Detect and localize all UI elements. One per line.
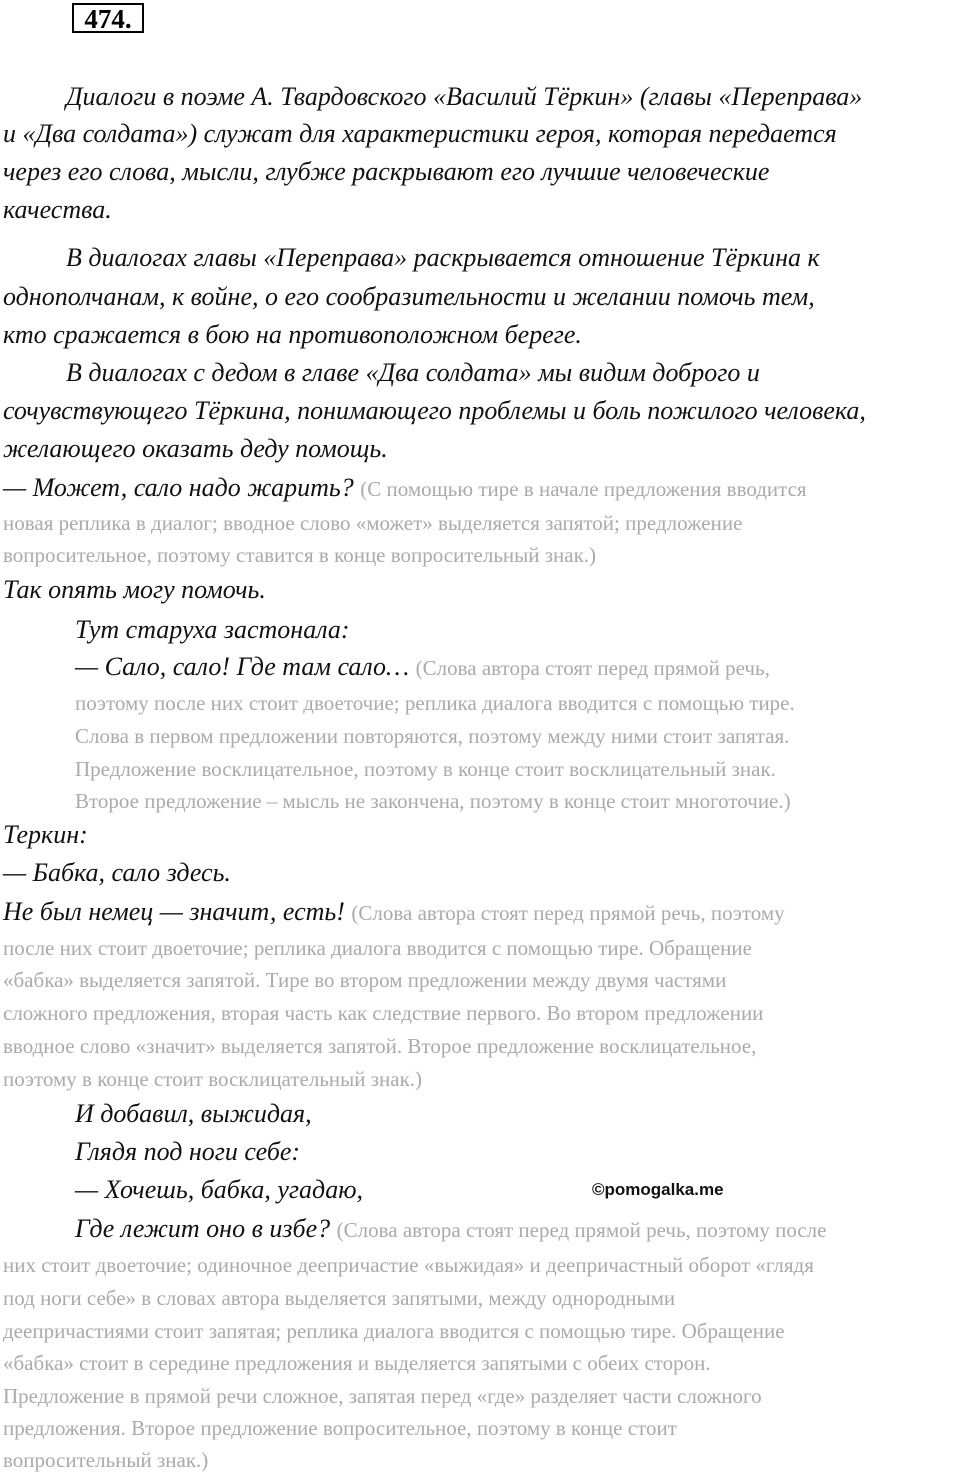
grammar-note-line: после них стоит двоеточие; реплика диалога вводится с помощью тире. Обращение <box>3 936 752 960</box>
grammar-note-line: поэтому после них стоит двоеточие; реплика диалога вводится с помощью тире. <box>75 691 795 715</box>
paragraph-2-line: кто сражается в бою на противоположном береге. <box>3 320 582 349</box>
grammar-note-line: вопросительный знак.) <box>3 1448 209 1472</box>
grammar-note-line: вводное слово «значит» выделяется запятой. Второе предложение восклицательное, <box>3 1034 757 1058</box>
grammar-note-line: них стоит двоеточие; одиночное деепричастие «выжидая» и деепричастный оборот «глядя <box>3 1253 814 1277</box>
grammar-note-line: «бабка» выделяется запятой. Тире во втором предложении между двумя частями <box>3 968 727 992</box>
grammar-note-line: предложения. Второе предложение вопросительное, поэтому в конце стоит <box>3 1416 677 1440</box>
verse-text: — Сало, сало! Где там сало… <box>75 652 410 681</box>
watermark: ©pomogalka.me <box>592 1180 724 1199</box>
paragraph-1-line: качества. <box>3 195 112 224</box>
grammar-note-line: Слова в первом предложении повторяются, поэтому между ними стоит запятая. <box>75 724 790 748</box>
grammar-note-line: Предложение восклицательное, поэтому в конце стоит восклицательный знак. <box>75 757 776 781</box>
verse-line: И добавил, выжидая, <box>75 1099 312 1128</box>
grammar-note-line: поэтому в конце стоит восклицательный знак.) <box>3 1067 423 1091</box>
grammar-note-line: вопросительное, поэтому ставится в конце вопросительный знак.) <box>3 543 597 567</box>
grammar-note-line: новая реплика в диалог; вводное слово «может» выделяется запятой; предложение <box>3 511 743 535</box>
grammar-note: (Слова автора стоят перед прямой речь, <box>415 656 770 680</box>
verse-text: — Может, сало надо жарить? <box>3 473 354 502</box>
paragraph-1-line: через его слова, мысли, глубже раскрывают его лучшие человеческие <box>3 157 770 186</box>
grammar-note-line: «бабка» стоит в середине предложения и выделяется запятыми с обеих сторон. <box>3 1351 711 1375</box>
grammar-note: (Слова автора стоят перед прямой речь, поэтому <box>351 901 785 925</box>
grammar-note-line: Предложение в прямой речи сложное, запятая перед «где» разделяет части сложного <box>3 1384 762 1408</box>
paragraph-2-line: В диалогах главы «Переправа» раскрывается отношение Тёркина к <box>66 243 820 272</box>
verse-line: Тут старуха застонала: <box>75 615 350 644</box>
paragraph-3-line: сочувствующего Тёркина, понимающего проблемы и боль пожилого человека, <box>3 396 866 425</box>
verse-text: Не был немец — значит, есть! <box>3 897 345 926</box>
paragraph-3-line: желающего оказать деду помощь. <box>3 434 388 463</box>
grammar-note: (Слова автора стоят перед прямой речь, поэтому после <box>336 1218 827 1242</box>
verse-line <box>3 473 807 504</box>
verse-line: Так опять могу помочь. <box>3 575 266 604</box>
paragraph-1-line: Диалоги в поэме А. Твардовского «Василий Тёркин» (главы «Переправа» <box>66 82 863 111</box>
paragraph-2-line: однополчанам, к войне, о его сообразительности и желании помочь тем, <box>3 282 815 311</box>
paragraph-3-line: В диалогах с дедом в главе «Два солдата» мы видим доброго и <box>66 358 760 387</box>
grammar-note-line: Второе предложение – мысль не закончена, поэтому в конце стоит многоточие.) <box>75 789 791 813</box>
verse-line: Глядя под ноги себе: <box>75 1137 301 1166</box>
verse-line <box>75 1214 827 1245</box>
verse-line <box>3 897 785 928</box>
grammar-note-line: деепричастиями стоит запятая; реплика диалога вводится с помощью тире. Обращение <box>3 1319 785 1343</box>
verse-line <box>75 652 770 683</box>
verse-line: — Бабка, сало здесь. <box>3 858 231 887</box>
grammar-note-line: сложного предложения, вторая часть как следствие первого. Во втором предложении <box>3 1001 764 1025</box>
exercise-number: 474. <box>72 3 144 33</box>
verse-text: Где лежит оно в избе? <box>75 1214 331 1243</box>
verse-line: Теркин: <box>3 820 88 849</box>
paragraph-1-line: и «Два солдата») служат для характеристики героя, которая передается <box>3 119 837 148</box>
grammar-note: (С помощью тире в начале предложения вводится <box>360 477 807 501</box>
grammar-note-line: под ноги себе» в словах автора выделяется запятыми, между однородными <box>3 1286 676 1310</box>
verse-line: — Хочешь, бабка, угадаю, <box>75 1175 364 1204</box>
